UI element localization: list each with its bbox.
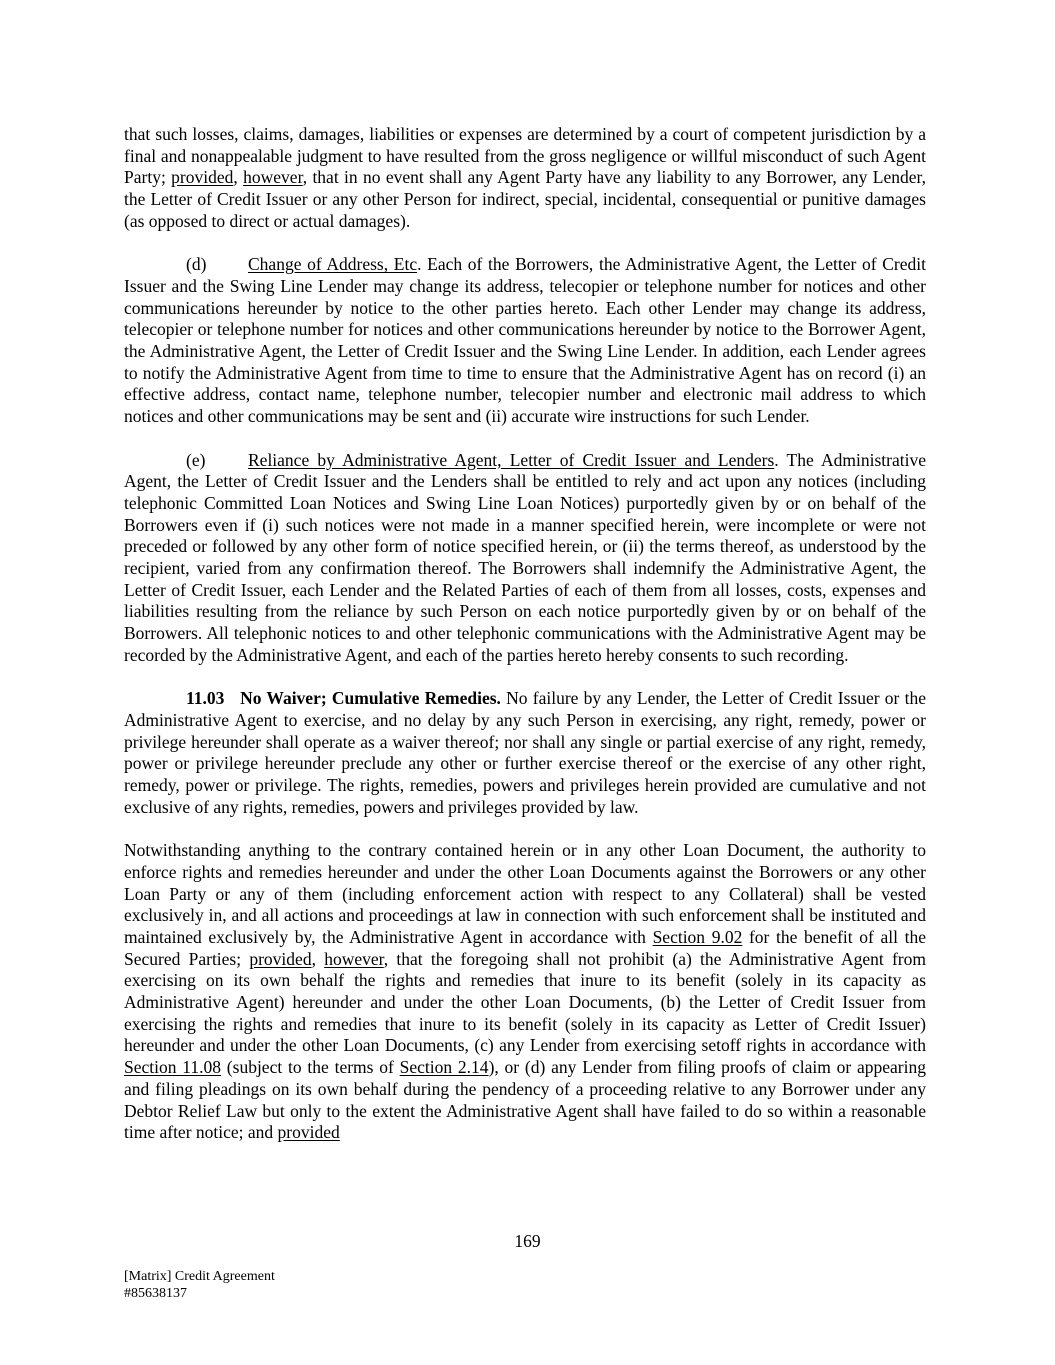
defined-term-provided: provided (249, 948, 312, 969)
section-heading: 11.03 No Waiver; Cumulative Remedies. (186, 688, 501, 709)
defined-term-provided: provided (171, 167, 234, 188)
text: . Each of the Borrowers, the Administrative Agent, the Letter of Credit Issuer and the Swing Line Lender may change its address, telecopier or telephone number for notices and other communications hereunder by notice to the other parties hereto. Each other Lender may change its address, telecopier or telephone number for notices and other communications hereunder by notice to the Borrower Agent, the Administrative Agent, the Letter of Credit Issuer and the Swing Line Lender. In addition, each Lender agrees to notify the Administrative Agent from time to time to ensure that the Administrative Agent has on record (i) an effective address, contact name, telephone number, telecopier number and electronic mail address to which notices and other communications may be sent and (ii) accurate wire instructions for such Lender. (124, 254, 926, 427)
paragraph-reliance (124, 450, 926, 667)
clause-label: (d) (186, 254, 207, 275)
text: Notwithstanding anything to the contrary contained herein or in any other Loan Document, the authority to enforce rights and remedies hereunder and under the other Loan Documents against the Borrowers or any other Loan Party or any of them (including enforcement action with respect to any Collateral) shall be vested exclusively in, and all actions and proceedings at law in connection with such enforcement shall be instituted and maintained exclusively by, the Administrative Agent in accordance with (124, 840, 926, 947)
text: . The Administrative Agent, the Letter of Credit Issuer and the Lenders shall be entitled to rely and act upon any notices (including telephonic Committed Loan Notices and Swing Line Loan Notices) purportedly given by or on behalf of the Borrowers even if (i) such notices were not made in a manner specified herein, were incomplete or were not preceded or followed by any other form of notice specified herein, or (ii) the terms thereof, as understood by the recipient, varied from any confirmation thereof. The Borrowers shall indemnify the Administrative Agent, the Letter of Credit Issuer, each Lender and the Related Parties of each of them from all losses, costs, expenses and liabilities resulting from the reliance by such Person on each notice purportedly given by or on behalf of the Borrowers. All telephonic notices to and other telephonic communications with the Administrative Agent may be recorded by the Administrative Agent, and each of the parties hereto hereby consents to such recording. (124, 449, 926, 665)
cross-reference-section-2-14: Section 2.14 (399, 1057, 489, 1078)
clause-label: (e) (186, 449, 206, 470)
document-footer (124, 1268, 275, 1302)
text: for the benefit of all the Secured Parties; (124, 926, 926, 969)
clause-heading: Reliance by Administrative Agent, Letter of Credit Issuer and Lenders (248, 449, 775, 470)
text: , that in no event shall any Agent Party have any liability to any Borrower, any Lender, the Letter of Credit Issuer or any other Person for indirect, special, incidental, consequential or punitive damages (as opposed to direct or actual damages). (124, 167, 927, 231)
text: No failure by any Lender, the Letter of Credit Issuer or the Administrative Agent to exercise, and no delay by any such Person in exercising, any right, remedy, power or privilege hereunder shall operate as a waiver thereof; nor shall any single or partial exercise of any right, remedy, power or privilege hereunder preclude any other or further exercise thereof or the exercise of any other right, remedy, power or privilege. The rights, remedies, powers and privileges herein provided are cumulative and not exclusive of any rights, remedies, powers and privileges provided by law. (124, 688, 926, 817)
text: ), or (d) any Lender from filing proofs of claim or appearing and filing pleadings on its own behalf during the pendency of a proceeding relative to any Borrower under any Debtor Relief Law but only to the extent the Administrative Agent shall have failed to do so within a reasonable time after notice; and (124, 1057, 926, 1143)
paragraph-change-of-address (124, 254, 926, 428)
footer-document-title: [Matrix] Credit Agreement (124, 1269, 275, 1284)
clause-heading: Change of Address, Etc (248, 254, 418, 275)
text: , (311, 948, 325, 969)
text: (subject to the terms of (221, 1057, 400, 1078)
footer-document-id: #85638137 (124, 1286, 187, 1301)
defined-term-provided: provided (277, 1122, 340, 1143)
paragraph-agent-party-liability (124, 124, 926, 233)
defined-term-however: however (243, 167, 303, 188)
text: , that the foregoing shall not prohibit (a) the Administrative Agent from exercising on its own behalf the rights and remedies that inure to its benefit (solely in its capacity as Administrative Agent) hereunder and under the other Loan Documents, (b) the Letter of Credit Issuer from exercising the rights and remedies that inure to its benefit (solely in its capacity as Letter of Credit Issuer) hereunder and under the other Loan Documents, (c) any Lender from exercising setoff rights in accordance with (124, 948, 926, 1056)
document-body (124, 124, 926, 1166)
cross-reference-section-9-02: Section 9.02 (652, 926, 743, 947)
page-number: 169 (514, 1231, 541, 1251)
paragraph-enforcement (124, 840, 926, 1144)
cross-reference-section-11-08: Section 11.08 (124, 1057, 222, 1078)
text: that such losses, claims, damages, liabilities or expenses are determined by a court of competent jurisdiction by a final and nonappealable judgment to have resulted from the gross negligence or willful misconduct of such Agent Party; (124, 124, 926, 188)
defined-term-however: however (324, 948, 384, 969)
text: , (233, 167, 244, 188)
paragraph-no-waiver (124, 688, 926, 818)
